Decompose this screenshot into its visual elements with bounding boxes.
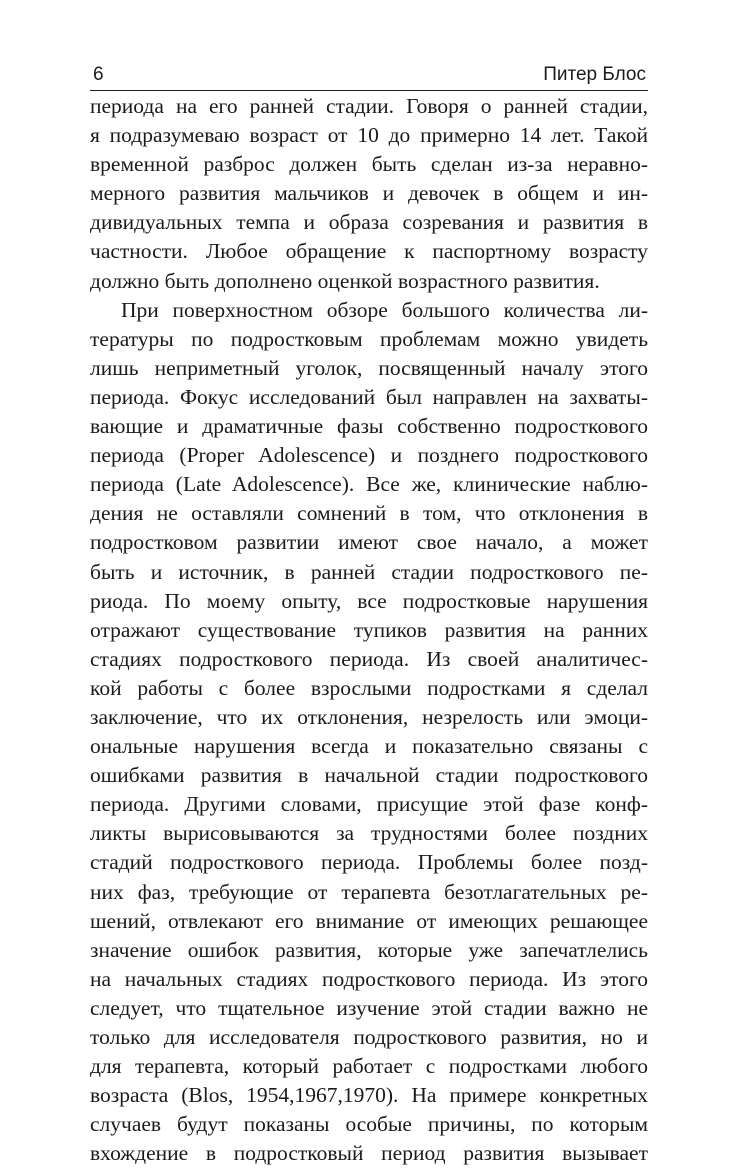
text-line: дивидуальных темпа и образа созревания и развития в xyxy=(90,210,648,235)
text-line: При поверхностном обзоре большого количества ли- xyxy=(121,297,648,322)
text-line: периода на его ранней стадии. Говоря о ранней стадии, xyxy=(90,94,648,118)
text-line: шений, отвлекают его внимание от имеющих решающее xyxy=(90,908,648,933)
page-number: 6 xyxy=(93,64,104,85)
text-line: дения не оставляли сомнений в том, что отклонения в xyxy=(90,501,648,526)
text-line: периода. Фокус исследований был направлен на захваты- xyxy=(90,384,648,409)
text-line: частности. Любое обращение к паспортному возрасту xyxy=(90,239,648,264)
text-line: периода. Другими словами, присущие этой фазе конф- xyxy=(90,792,648,817)
text-line: ликты вырисовываются за трудностями более поздних xyxy=(90,821,648,846)
text-line: риода. По моему опыту, все подростковые нарушения xyxy=(90,588,648,613)
text-line: быть и источник, в ранней стадии подросткового пе- xyxy=(90,559,648,584)
text-line: заключение, что их отклонения, незрелость или эмоци- xyxy=(90,704,648,729)
text-line: для терапевта, который работает с подростками любого xyxy=(90,1054,648,1079)
text-line: ональные нарушения всегда и показательно связаны с xyxy=(90,734,648,759)
paragraph-1 xyxy=(90,92,648,296)
text-line: значение ошибок развития, которые уже запечатлелись xyxy=(90,937,648,962)
text-line: стадий подросткового периода. Проблемы более позд- xyxy=(90,850,648,875)
text-line: случаев будут показаны особые причины, по которым xyxy=(90,1112,648,1137)
text-line: должно быть дополнено оценкой возрастного развития. xyxy=(90,268,600,293)
text-line: мерного развития мальчиков и девочек в общем и ин- xyxy=(90,181,648,206)
header-rule xyxy=(90,90,648,91)
text-line: периода (Proper Adolescence) и позднего подросткового xyxy=(90,443,648,468)
text-line: я подразумеваю возраст от 10 до примерно 14 лет. Такой xyxy=(90,123,648,148)
body-text xyxy=(90,92,648,1168)
text-line: временной разброс должен быть сделан из-за неравно- xyxy=(90,152,648,177)
text-line: кой работы с более взрослыми подростками я сделал xyxy=(90,675,648,700)
text-line: вающие и драматичные фазы собственно подросткового xyxy=(90,414,648,439)
text-line: ошибками развития в начальной стадии подросткового xyxy=(90,763,648,788)
text-line: на начальных стадиях подросткового периода. Из этого xyxy=(90,966,648,991)
running-head xyxy=(90,62,648,90)
paragraph-2 xyxy=(90,296,648,1169)
text-line: периода (Late Adolescence). Все же, клинические наблю- xyxy=(90,472,648,497)
text-line: только для исследователя подросткового развития, но и xyxy=(90,1025,648,1049)
text-line: стадиях подросткового периода. Из своей аналитичес- xyxy=(90,646,648,671)
text-line: лишь неприметный уголок, посвященный началу этого xyxy=(90,355,648,380)
text-line: них фаз, требующие от терапевта безотлагательных ре- xyxy=(90,879,648,904)
text-line: подростковом развитии имеют свое начало, а может xyxy=(90,530,648,555)
running-head-author: Питер Блос xyxy=(543,64,646,85)
text-line: вхождение в подростковый период развития вызывает xyxy=(90,1141,648,1166)
text-line: тературы по подростковым проблемам можно увидеть xyxy=(90,326,648,351)
text-line: возраста (Blos, 1954,1967,1970). На примере конкретных xyxy=(90,1083,648,1108)
text-line: отражают существование тупиков развития на ранних xyxy=(90,617,648,642)
text-line: следует, что тщательное изучение этой стадии важно не xyxy=(90,995,648,1020)
